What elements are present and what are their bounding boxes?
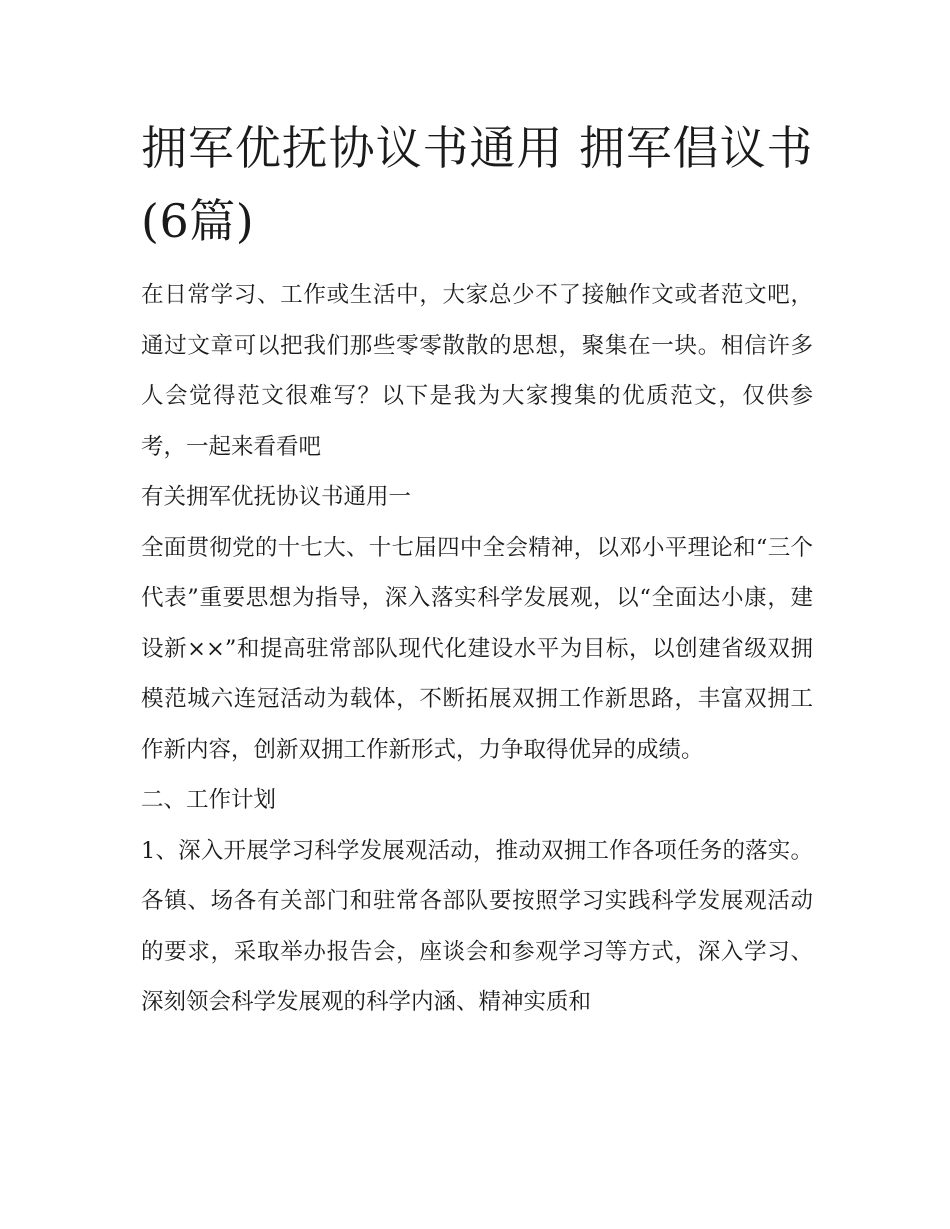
document-title: 拥军优抚协议书通用 拥军倡议书(6篇) xyxy=(141,121,813,248)
intro-paragraph: 在日常学习、工作或生活中，大家总少不了接触作文或者范文吧，通过文章可以把我们那些零零散散的思想，聚集在一块。相信许多人会觉得范文很难写？以下是我为大家搜集的优质范文，仅供参考，一起来看看吧 xyxy=(141,282,813,460)
body-paragraph: 全面贯彻党的十七大、十七届四中全会精神，以邓小平理论和“三个代表”重要思想为指导，深入落实科学发展观，以“全面达小康，建设新××”和提高驻常部队现代化建设水平为目标，以创建省级双拥模范城六连冠活动为载体，不断拓展双拥工作新思路，丰富双拥工作新内容，创新双拥工作新形式，力争取得优异的成绩。 xyxy=(141,534,813,763)
section-heading: 二、工作计划 xyxy=(141,787,277,813)
document-body xyxy=(141,270,813,1028)
document-content xyxy=(141,112,813,1028)
section-heading: 有关拥军优抚协议书通用一 xyxy=(141,484,412,510)
body-paragraph: 1、深入开展学习科学发展观活动，推动双拥工作各项任务的落实。各镇、场各有关部门和驻常各部队要按照学习实践科学发展观活动的要求，采取举办报告会，座谈会和参观学习等方式，深入学习、深刻领会科学发展观的科学内涵、精神实质和 xyxy=(141,837,813,1015)
